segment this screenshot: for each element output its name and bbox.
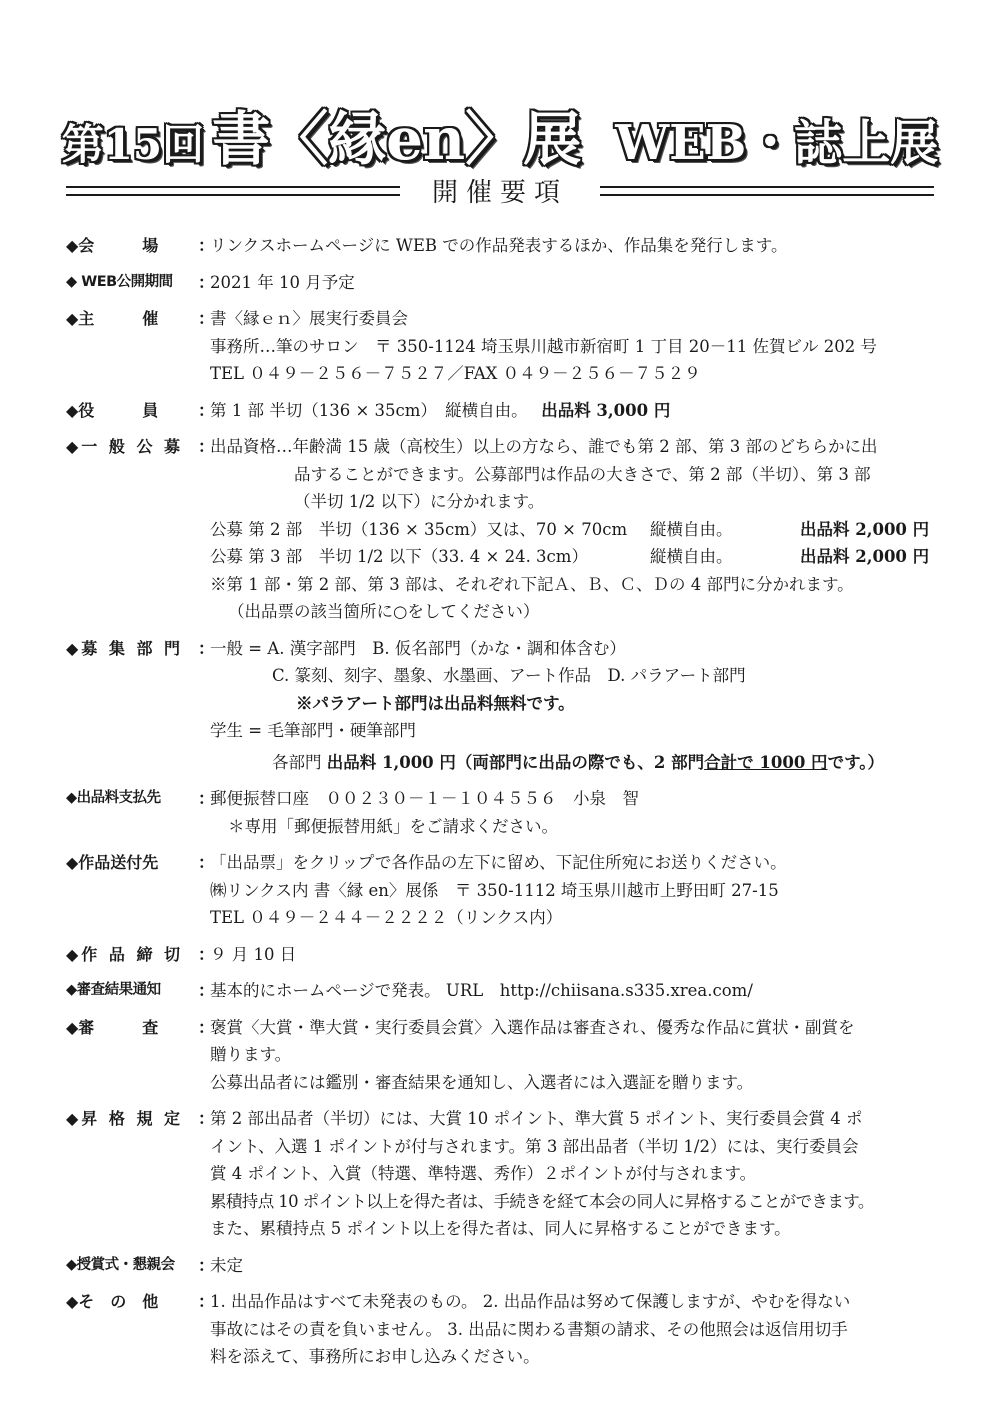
payment-account: 郵便振替口座 ００２３０－１－１０４５５６ 小泉 智 <box>210 789 639 808</box>
officers-fee: 出品料 3,000 円 <box>541 400 671 420</box>
judging-text-3: 公募出品者には鑑別・審査結果を通知し、入選者には入選証を贈ります。 <box>210 1072 754 1092</box>
shipping-phone: TEL ０４９－２４４－２２２２（リンクス内） <box>210 908 563 927</box>
row-categories: ◆募 集 部 門 ： 一般 = A. 漢字部門 B. 仮名部門（かな・調和体含む） C. 篆刻、刻字、墨象、水墨画、アート作品 D. パラアート部門 ※パラアート部門は出品料無料です。 学生 = 毛筆部門・硬筆部門 各部門 出品料 1,000 円（両部門に出品の際でも、2 部門合計で 1000 円です。） <box>66 635 938 777</box>
heading-rule-right <box>600 186 934 196</box>
row-organizer: ◆主 催 ： 書〈縁ｅｎ〉展実行委員会 事務所…筆のサロン 〒 350-1124 埼玉県川越市新宿町 1 丁目 20－11 佐賀ビル 202 号 TEL ０４９－２５６－７５２７／FAX ０４９－２５６－７５２９ <box>66 305 938 388</box>
row-officers: ◆役 員 ： 第 1 部 半切（136 × 35cm） 縦横自由。 出品料 3,000 円 <box>66 397 938 425</box>
row-judging: ◆審 査 ： 褒賞〈大賞・準大賞・実行委員会賞〉入選作品は審査され、優秀な作品に賞状・副賞を 贈ります。 公募出品者には鑑別・審査結果を通知し、入選者には入選証を贈ります。 <box>66 1014 938 1097</box>
payment-note: ＊専用「郵便振替用紙」をご請求ください。 <box>228 816 558 836</box>
row-venue: ◆会 場 ： リンクスホームページに WEB での作品発表するほか、作品集を発行します。 <box>66 232 938 260</box>
row-payment: ◆出品料支払先 ： 郵便振替口座 ００２３０－１－１０４５５６ 小泉 智 ＊専用「郵便振替用紙」をご請求ください。 <box>66 785 938 840</box>
page-title <box>0 92 1000 176</box>
public-note-1: ※第 1 部・第 2 部、第 3 部は、それぞれ下記Ａ、Ｂ、Ｃ、Ｄの 4 部門に分かれます。 <box>210 574 854 594</box>
label-categories: ◆募 集 部 門 <box>66 638 184 658</box>
title-format: WEB・誌上展 <box>615 115 939 171</box>
organizer-phone: TEL ０４９－２５６－７５２７／FAX ０４９－２５６－７５２９ <box>210 364 701 383</box>
other-text-2: 事故にはその責を負いません。 3. 出品に関わる書類の請求、その他照会は返信用切手 <box>210 1319 848 1339</box>
title-exhibition-name: 書〈縁en〉展 <box>212 105 582 173</box>
public-division-2: 公募 第 2 部 半切（136 × 35cm）又は、70 × 70cm 縦横自由。 出品料 2,000 円 <box>210 519 930 539</box>
label-shipping: ◆作品送付先 <box>66 853 159 872</box>
guideline-list <box>66 232 938 1380</box>
promotion-text-3: 賞 4 ポイント、入賞（特選、準特選、秀作）２ポイントが付与されます。 <box>210 1164 757 1183</box>
public-eligibility-3: （半切 1/2 以下）に分かれます。 <box>294 492 545 511</box>
categories-fee: 各部門 出品料 1,000 円（両部門に出品の際でも、2 部門合計で 1000 円です。） <box>272 752 884 772</box>
section-heading: 開催要項 <box>431 178 568 208</box>
venue-text: リンクスホームページに WEB での作品発表するほか、作品集を発行します。 <box>210 236 788 255</box>
section-heading-row <box>66 170 934 210</box>
promotion-text-1: 第 2 部出品者（半切）には、大賞 10 ポイント、準大賞 5 ポイント、実行委員会賞 4 ポ <box>210 1109 863 1128</box>
shipping-instruction: 「出品票」をクリップで各作品の左下に留め、下記住所宛にお送りください。 <box>210 853 787 872</box>
other-text-1: 1. 出品作品はすべて未発表のもの。 2. 出品作品は努めて保護しますが、やむを得ない <box>210 1292 851 1311</box>
categories-para-art-note: ※パラアート部門は出品料無料です。 <box>296 693 575 713</box>
judging-text-2: 贈ります。 <box>210 1045 292 1064</box>
categories-student: 学生 = 毛筆部門・硬筆部門 <box>210 721 416 740</box>
organizer-name: 書〈縁ｅｎ〉展実行委員会 <box>210 309 408 328</box>
public-note-2: （出品票の該当箇所に○をしてください） <box>228 602 540 621</box>
categories-general-1: 一般 = A. 漢字部門 B. 仮名部門（かな・調和体含む） <box>210 638 626 658</box>
other-text-3: 料を添えて、事務所にお申し込みください。 <box>210 1347 540 1366</box>
categories-general-2: C. 篆刻、刻字、墨象、水墨画、アート作品 D. パラアート部門 <box>272 666 746 685</box>
officers-text: 第 1 部 半切（136 × 35cm） 縦横自由。 出品料 3,000 円 <box>210 400 671 420</box>
label-ceremony: ◆授賞式・懇親会 <box>66 1256 175 1273</box>
row-results: ◆審査結果通知 ： 基本的にホームページで発表。 URL http://chiisana.s335.xrea.com/ <box>66 977 938 1005</box>
results-text: 基本的にホームページで発表。 URL http://chiisana.s335.xrea.com/ <box>210 981 753 1000</box>
row-shipping: ◆作品送付先 ： 「出品票」をクリップで各作品の左下に留め、下記住所宛にお送りください。 ㈱リンクス内 書〈縁 en〉展係 〒 350-1112 埼玉県川越市上野田町 27-15 TEL ０４９－２４４－２２２２（リンクス内） <box>66 849 938 932</box>
row-public-call: ◆一 般 公 募 ： 出品資格…年齢満 15 歳（高校生）以上の方なら、誰でも第 2 部、第 3 部のどちらかに出 品することができます。公募部門は作品の大きさで、第 2 部（半切）、第 3 部 （半切 1/2 以下）に分かれます。 公募 第 2 部 半切（136 × 35cm）又は、70 × 70cm 縦横自由。 出品料 2,000 円 公募 第 3 部 半切 1/2 以下（33. 4 × 24. 3cm） 縦横自由。 出品料 2,000 円 ※第 1 部・第 2 部、第 3 部は、それぞれ下記Ａ、Ｂ、Ｃ、Ｄの 4 部門に分かれます。 （出品票の該当箇所に○をしてください） <box>66 433 938 626</box>
label-payment: ◆出品料支払先 <box>66 790 161 806</box>
ceremony-text: 未定 <box>210 1255 243 1275</box>
row-other: ◆そ の 他 ： 1. 出品作品はすべて未発表のもの。 2. 出品作品は努めて保護しますが、やむを得ない 事故にはその責を負いません。 3. 出品に関わる書類の請求、その他照会は返信用切手 料を添えて、事務所にお申し込みください。 <box>66 1288 938 1371</box>
label-web-period: ◆ WEB公開期間 <box>66 273 173 290</box>
row-promotion: ◆昇 格 規 定 ： 第 2 部出品者（半切）には、大賞 10 ポイント、準大賞 5 ポイント、実行委員会賞 4 ポ イント、入選 1 ポイントが付与されます。第 3 部出品者（半切 1/2）には、実行委員会 賞 4 ポイント、入賞（特選、準特選、秀作）２ポイントが付与されます。 累積持点 10 ポイント以上を得た者は、手続きを経て本会の同人に昇格することができます。 また、累積持点 5 ポイント以上を得た者は、同人に昇格することができます。 <box>66 1105 938 1243</box>
label-organizer: ◆主 催 <box>66 309 159 328</box>
label-other: ◆そ の 他 <box>66 1292 159 1311</box>
promotion-text-4: 累積持点 10 ポイント以上を得た者は、手続きを経て本会の同人に昇格することができます。 <box>210 1191 874 1211</box>
shipping-address: ㈱リンクス内 書〈縁 en〉展係 〒 350-1112 埼玉県川越市上野田町 27-15 <box>210 880 779 900</box>
division-3-fee: 出品料 2,000 円 <box>800 547 930 566</box>
title-edition: 第15回 <box>61 120 205 169</box>
row-web-period: ◆ WEB公開期間 ： 2021 年 10 月予定 <box>66 269 938 297</box>
label-results: ◆審査結果通知 <box>66 982 161 998</box>
web-period-text: 2021 年 10 月予定 <box>210 272 355 292</box>
label-officers: ◆役 員 <box>66 400 159 420</box>
public-eligibility-1: 出品資格…年齢満 15 歳（高校生）以上の方なら、誰でも第 2 部、第 3 部のどちらかに出 <box>210 437 878 456</box>
judging-text-1: 褒賞〈大賞・準大賞・実行委員会賞〉入選作品は審査され、優秀な作品に賞状・副賞を <box>210 1017 855 1037</box>
deadline-date: ９ 月 10 日 <box>210 944 297 964</box>
label-public-call: ◆一 般 公 募 <box>66 437 184 456</box>
label-venue: ◆会 場 <box>66 236 159 255</box>
public-division-3: 公募 第 3 部 半切 1/2 以下（33. 4 × 24. 3cm） 縦横自由。 出品料 2,000 円 <box>210 547 930 566</box>
organizer-office: 事務所…筆のサロン 〒 350-1124 埼玉県川越市新宿町 1 丁目 20－11 佐賀ビル 202 号 <box>210 336 878 356</box>
public-eligibility-2: 品することができます。公募部門は作品の大きさで、第 2 部（半切）、第 3 部 <box>294 464 871 484</box>
row-ceremony: ◆授賞式・懇親会 ： 未定 <box>66 1252 938 1280</box>
row-deadline: ◆作 品 締 切 ： ９ 月 10 日 <box>66 941 938 969</box>
label-judging: ◆審 査 <box>66 1017 159 1037</box>
promotion-text-5: また、累積持点 5 ポイント以上を得た者は、同人に昇格することができます。 <box>210 1219 791 1238</box>
division-2-fee: 出品料 2,000 円 <box>800 519 930 539</box>
promotion-text-2: イント、入選 1 ポイントが付与されます。第 3 部出品者（半切 1/2）には、実行委員会 <box>210 1136 859 1156</box>
label-promotion: ◆昇 格 規 定 <box>66 1109 184 1128</box>
label-deadline: ◆作 品 締 切 <box>66 944 184 964</box>
